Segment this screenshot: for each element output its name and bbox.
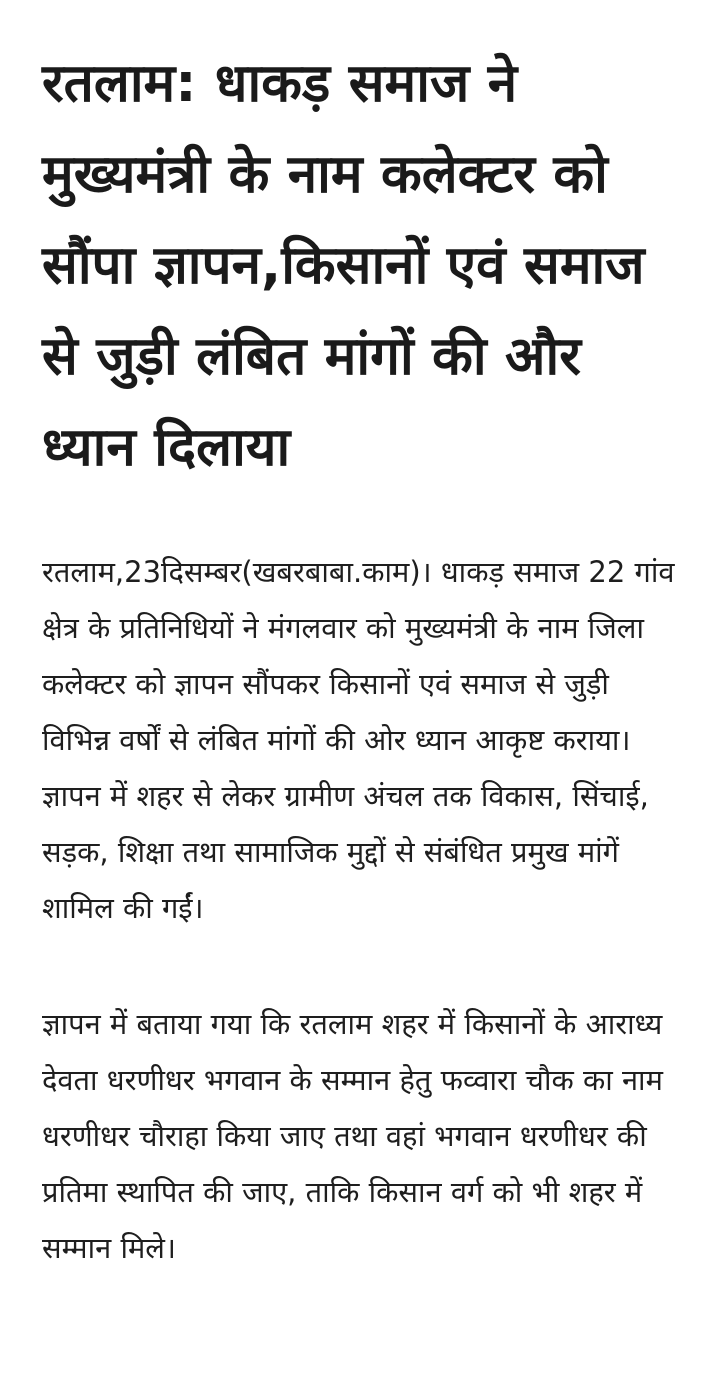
article-paragraph-1: रतलाम,23दिसम्बर(खबरबाबा.काम)। धाकड़ समाज 22 गांव क्षेत्र के प्रतिनिधियों ने मंगलवार को मुख्यमंत्री के नाम जिला कलेक्टर को ज्ञापन सौंपकर किसानों एवं समाज से जुड़ी विभिन्न वर्षों से लंबित मांगों की ओर ध्यान आकृष्ट कराया। ज्ञापन में शहर से लेकर ग्रामीण अंचल तक विकास, सिंचाई, सड़क, शिक्षा तथा सामाजिक मुद्दों से संबंधित प्रमुख मांगें शामिल की गईं। — [42, 555, 675, 925]
article-headline: रतलाम: धाकड़ समाज ने मुख्यमंत्री के नाम कलेक्टर को सौंपा ज्ञापन,किसानों एवं समाज से जुड़ी लंबित मांगों की और ध्यान दिलाया — [42, 53, 645, 478]
article-paragraph-2: ज्ञापन में बताया गया कि रतलाम शहर में किसानों के आराध्य देवता धरणीधर भगवान के सम्मान हेतु फव्वारा चौक का नाम धरणीधर चौराहा किया जाए तथा वहां भगवान धरणीधर की प्रतिमा स्थापित की जाए, ताकि किसान वर्ग को भी शहर में सम्मान मिले। — [42, 1007, 663, 1265]
